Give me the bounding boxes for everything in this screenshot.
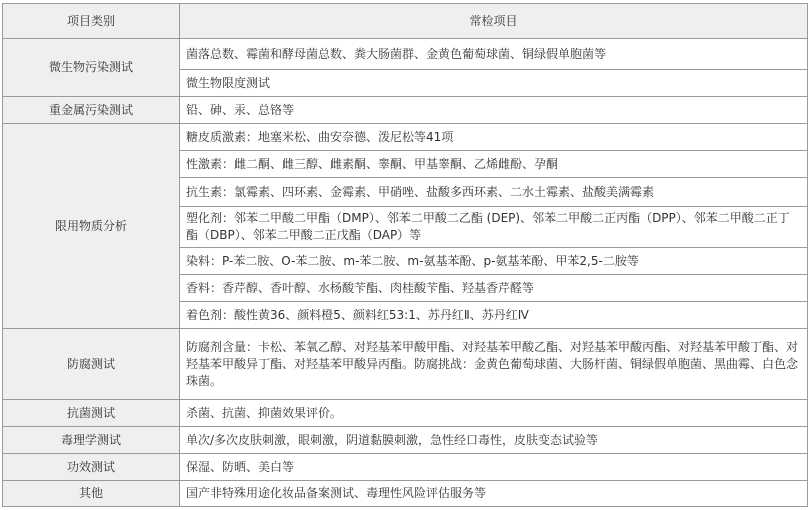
item-cell: 香料：香芹醇、香叶醇、水杨酸苄酯、肉桂酸苄酯、羟基香芹醛等 [180,275,808,302]
category-cell: 重金属污染测试 [3,97,180,124]
item-cell: 单次/多次皮肤刺激，眼刺激，阴道黏膜刺激，急性经口毒性，皮肤变态试验等 [180,427,808,454]
table-row [3,454,808,481]
category-cell: 毒理学测试 [3,427,180,454]
item-cell: 微生物限度测试 [180,70,808,97]
category-cell: 抗菌测试 [3,400,180,427]
item-cell: 塑化剂：邻苯二甲酸二甲酯（DMP）、邻苯二甲酸二乙酯 (DEP)、邻苯二甲酸二正丙酯（DPP）、邻苯二甲酸二正丁酯（DBP）、邻苯二甲酸二正戊酯（DAP）等 [180,207,808,248]
category-cell: 微生物污染测试 [3,39,180,97]
table-row [3,329,808,400]
item-cell: 保湿、防晒、美白等 [180,454,808,481]
test-items-table [2,3,808,507]
category-cell: 限用物质分析 [3,124,180,329]
table-row [3,481,808,507]
table-row [3,97,808,124]
item-cell: 染料：P-苯二胺、O-苯二胺、m-苯二胺、m-氨基苯酚、p-氨基苯酚、甲苯2,5-二胺等 [180,248,808,275]
header-items: 常检项目 [180,4,808,39]
table-row [3,39,808,70]
item-cell: 杀菌、抗菌、抑菌效果评价。 [180,400,808,427]
table-row [3,124,808,151]
category-cell: 防腐测试 [3,329,180,400]
item-cell: 防腐剂含量：卡松、苯氧乙醇、对羟基苯甲酸甲酯、对羟基苯甲酸乙酯、对羟基苯甲酸丙酯、对羟基苯甲酸丁酯、对羟基苯甲酸异丁酯、对羟基苯甲酸异丙酯。防腐挑战：金黄色葡萄球菌、大肠杆菌、铜绿假单胞菌、黑曲霉、白色念珠菌。 [180,329,808,400]
table-row [3,427,808,454]
item-cell: 铅、砷、汞、总铬等 [180,97,808,124]
item-cell: 抗生素：氯霉素、四环素、金霉素、甲硝唑、盐酸多西环素、二水土霉素、盐酸美满霉素 [180,178,808,207]
item-cell: 糖皮质激素：地塞米松、曲安奈德、泼尼松等41项 [180,124,808,151]
header-category: 项目类别 [3,4,180,39]
item-cell: 菌落总数、霉菌和酵母菌总数、粪大肠菌群、金黄色葡萄球菌、铜绿假单胞菌等 [180,39,808,70]
category-cell: 功效测试 [3,454,180,481]
table-row [3,400,808,427]
item-cell: 国产非特殊用途化妆品备案测试、毒理性风险评估服务等 [180,481,808,507]
item-cell: 着色剂：酸性黄36、颜料橙5、颜料红53:1、苏丹红Ⅱ、苏丹红Ⅳ [180,302,808,329]
item-cell: 性激素：雌二酮、雌三醇、雌素酮、睾酮、甲基睾酮、乙烯雌酚、孕酮 [180,151,808,178]
category-cell: 其他 [3,481,180,507]
table-header-row [3,4,808,39]
